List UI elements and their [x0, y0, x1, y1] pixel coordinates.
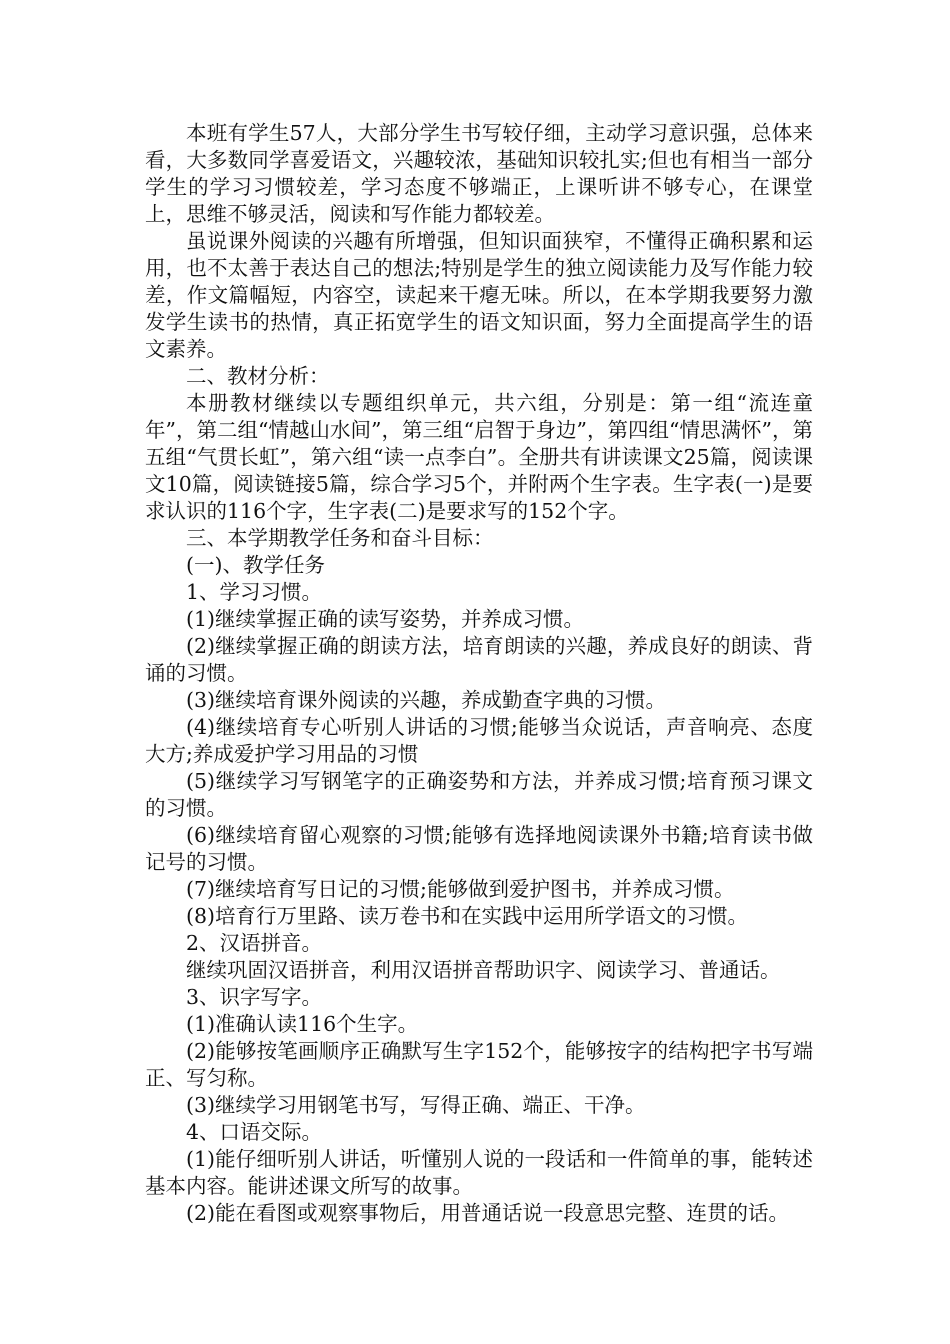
document-body	[145, 120, 813, 1227]
paragraph-class-overview: 本班有学生57人，大部分学生书写较仔细，主动学习意识强，总体来看，大多数同学喜爱语文，兴趣较浓，基础知识较扎实;但也有相当一部分学生的学习习惯较差，学习态度不够端正，上课听讲不够专心，在课堂上，思维不够灵活，阅读和写作能力都较差。	[145, 121, 813, 226]
list-item-habit-6: (6)继续培育留心观察的习惯;能够有选择地阅读课外书籍;培育读书做记号的习惯。	[145, 823, 813, 874]
list-item-habit-2: (2)继续掌握正确的朗读方法，培育朗读的兴趣，养成良好的朗读、背诵的习惯。	[145, 634, 813, 685]
heading-textbook-analysis: 二、教材分析：	[186, 364, 330, 388]
paragraph-pinyin: 继续巩固汉语拼音，利用汉语拼音帮助识字、阅读学习、普通话。	[186, 958, 781, 982]
list-item-habit-5: (5)继续学习写钢笔字的正确姿势和方法，并养成习惯;培育预习课文的习惯。	[145, 769, 813, 820]
heading-pinyin: 2、汉语拼音。	[186, 931, 323, 955]
list-item-habit-1: (1)继续掌握正确的读写姿势，并养成习惯。	[186, 607, 585, 631]
list-item-literacy-2: (2)能够按笔画顺序正确默写生字152个，能够按字的结构把字书写端正、写匀称。	[145, 1039, 813, 1090]
list-item-habit-8: (8)培育行万里路、读万卷书和在实践中运用所学语文的习惯。	[186, 904, 749, 928]
heading-study-habits: 1、学习习惯。	[186, 580, 323, 604]
list-item-oral-1: (1)能仔细听别人讲话，听懂别人说的一段话和一件简单的事，能转述基本内容。能讲述课文所写的故事。	[145, 1147, 813, 1198]
list-item-habit-3: (3)继续培育课外阅读的兴趣，养成勤查字典的习惯。	[186, 688, 667, 712]
paragraph-reading-analysis: 虽说课外阅读的兴趣有所增强，但知识面狭窄，不懂得正确积累和运用，也不太善于表达自己的想法;特别是学生的独立阅读能力及写作能力较差，作文篇幅短，内容空，读起来干瘪无味。所以，在本学期我要努力激发学生读书的热情，真正拓宽学生的语文知识面，努力全面提高学生的语文素养。	[145, 229, 813, 361]
heading-oral-communication: 4、口语交际。	[186, 1120, 323, 1144]
heading-semester-goals: 三、本学期教学任务和奋斗目标：	[186, 526, 494, 550]
heading-literacy: 3、识字写字。	[186, 985, 323, 1009]
list-item-habit-4: (4)继续培育专心听别人讲话的习惯;能够当众说话，声音响亮、态度大方;养成爱护学习用品的习惯	[145, 715, 813, 766]
list-item-literacy-1: (1)准确认读116个生字。	[186, 1012, 419, 1036]
list-item-literacy-3: (3)继续学习用钢笔书写，写得正确、端正、干净。	[186, 1093, 646, 1117]
heading-teaching-tasks: (一)、教学任务	[186, 553, 325, 577]
paragraph-textbook-content: 本册教材继续以专题组织单元，共六组，分别是：第一组“流连童年”，第二组“情越山水间”，第三组“启智于身边”，第四组“情思满怀”，第五组“气贯长虹”，第六组“读一点李白”。全册共有讲读课文25篇，阅读课文10篇，阅读链接5篇，综合学习5个，并附两个生字表。生字表(一)是要求认识的116个字，生字表(二)是要求写的152个字。	[145, 391, 813, 523]
list-item-oral-2: (2)能在看图或观察事物后，用普通话说一段意思完整、连贯的话。	[186, 1201, 790, 1225]
list-item-habit-7: (7)继续培育写日记的习惯;能够做到爱护图书，并养成习惯。	[186, 877, 735, 901]
